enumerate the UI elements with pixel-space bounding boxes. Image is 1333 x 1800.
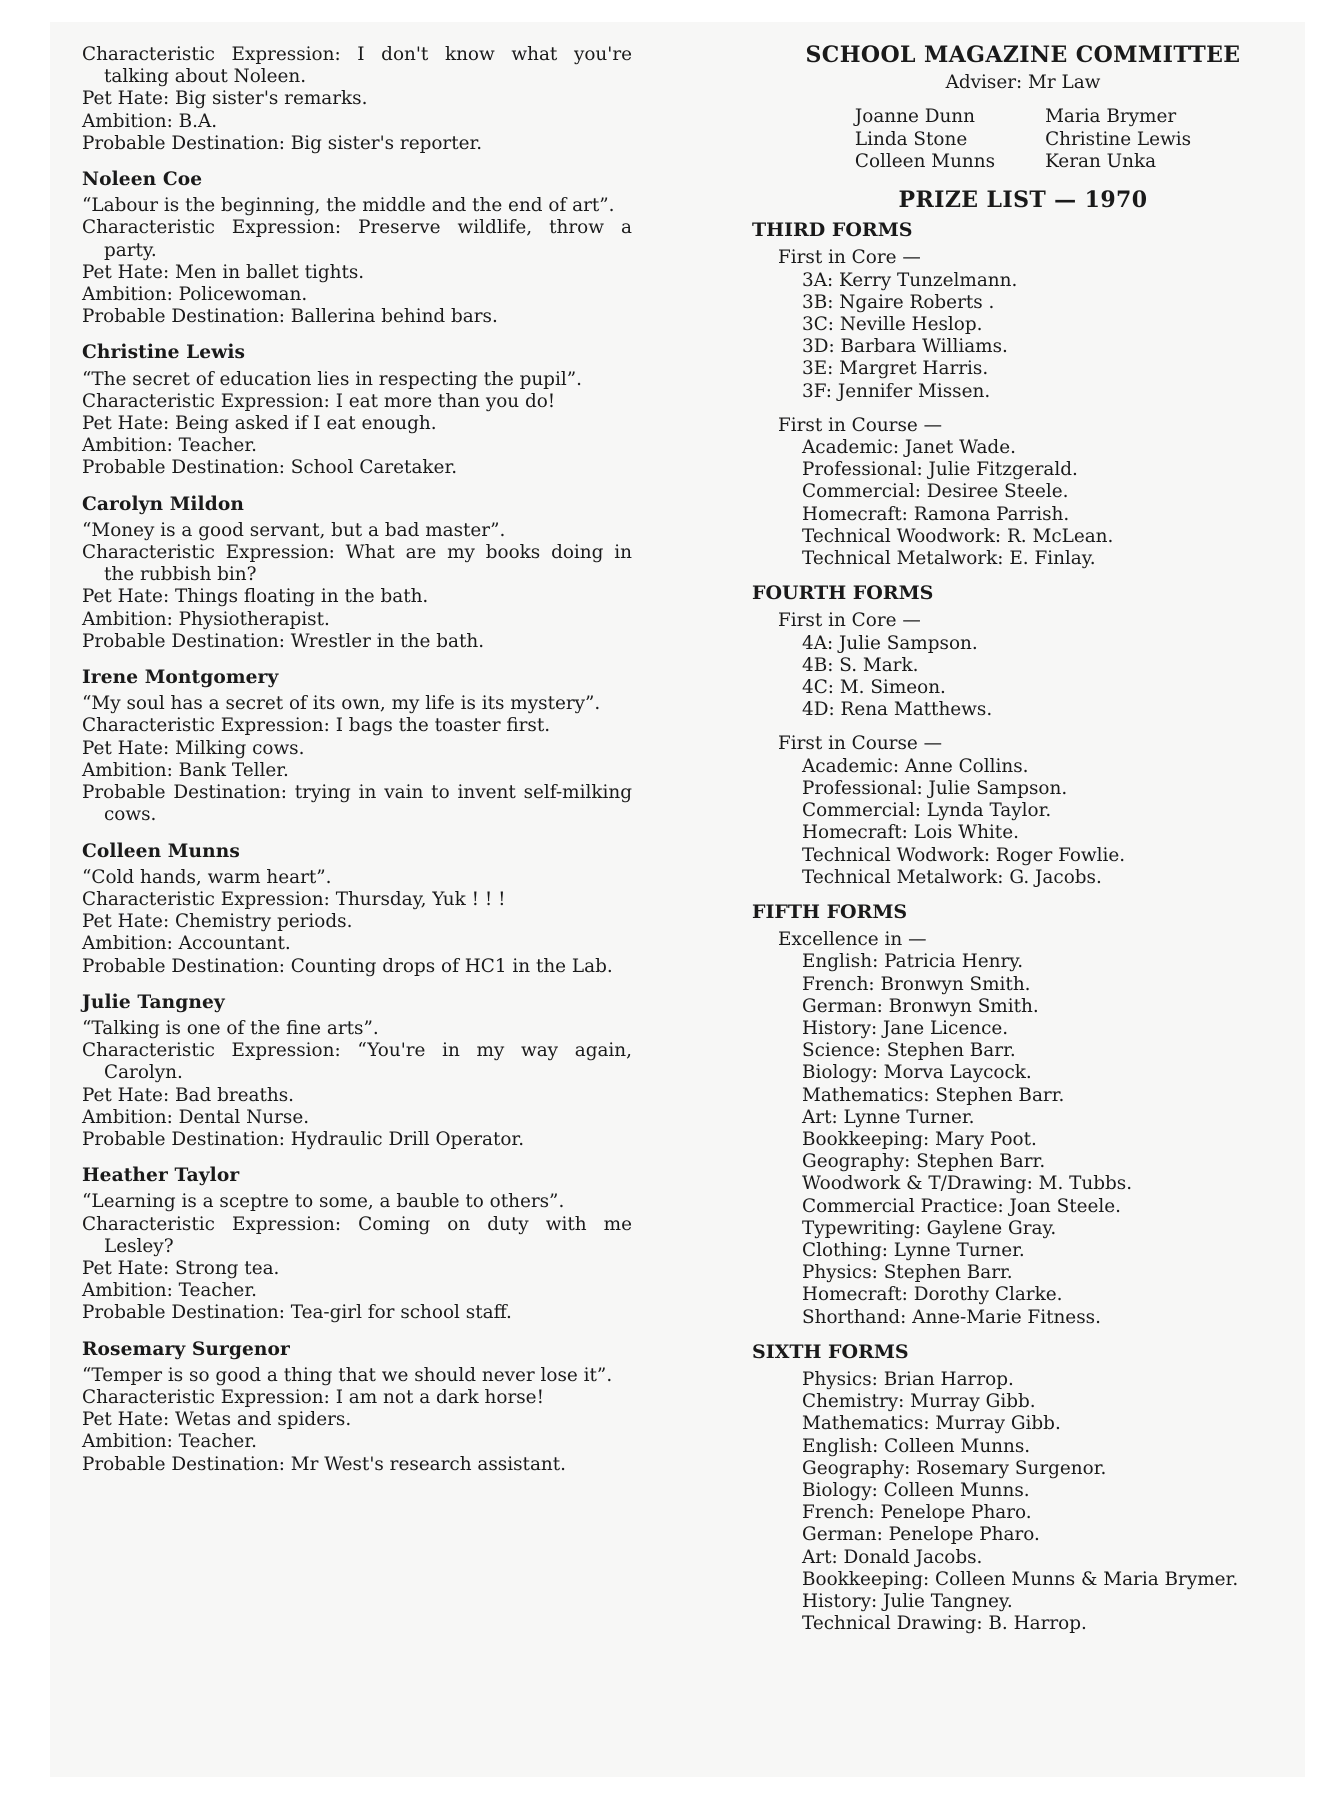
student-entry bbox=[82, 1339, 632, 1476]
excellence-label: Excellence in — bbox=[778, 929, 927, 951]
student-name: Carolyn Mildon bbox=[82, 493, 244, 515]
prize-item: 4C: M. Simeon. bbox=[802, 677, 946, 699]
entry-line: “The secret of education lies in respecting the pupil”. bbox=[82, 368, 582, 390]
student-name: Rosemary Surgenor bbox=[82, 1338, 290, 1360]
prize-item: Homecraft: Dorothy Clarke. bbox=[802, 1284, 1063, 1306]
members-col-2 bbox=[1045, 106, 1191, 173]
prize-item: Commercial Practice: Joan Steele. bbox=[802, 1195, 1121, 1217]
course-label: First in Course — bbox=[778, 414, 943, 436]
student-entry bbox=[82, 169, 632, 328]
prize-item: Biology: Colleen Munns. bbox=[802, 1479, 1030, 1501]
entry-line: Pet Hate: Being asked if I eat enough. bbox=[82, 413, 437, 435]
prize-item: 4B: S. Mark. bbox=[802, 654, 919, 676]
prize-item: Technical Wodwork: Roger Fowlie. bbox=[802, 844, 1126, 866]
prize-item: Mathematics: Murray Gibb. bbox=[802, 1413, 1061, 1435]
prize-item: Bookkeeping: Mary Poot. bbox=[802, 1128, 1037, 1150]
prize-item: Clothing: Lynne Turner. bbox=[802, 1239, 1025, 1261]
entry-line: “My soul has a secret of its own, my life is its mystery”. bbox=[82, 693, 601, 715]
student-entry bbox=[82, 342, 632, 479]
student-name: Irene Montgomery bbox=[82, 667, 279, 689]
entry-line: “Learning is a sceptre to some, a bauble to others”. bbox=[82, 1191, 565, 1213]
prize-item: Science: Stephen Barr. bbox=[802, 1040, 1016, 1062]
prize-list bbox=[758, 1369, 1288, 1635]
entry-line: Pet Hate: Big sister's remarks. bbox=[82, 88, 368, 110]
prize-list bbox=[758, 951, 1288, 1328]
prize-item: 4D: Rena Matthews. bbox=[802, 699, 993, 721]
student-entry bbox=[82, 992, 632, 1151]
student-entry bbox=[82, 841, 632, 978]
members-col-1 bbox=[855, 106, 995, 173]
entry-line: Ambition: Accountant. bbox=[82, 933, 291, 955]
prize-list bbox=[758, 756, 1288, 889]
student-name: Noleen Coe bbox=[82, 169, 203, 191]
entry-line: Probable Destination: Ballerina behind bars. bbox=[82, 306, 498, 328]
entry-line: Characteristic Expression: I don't know what you're talking about Noleen. bbox=[82, 44, 632, 88]
student-name: Julie Tangney bbox=[82, 991, 225, 1013]
entry-line: Probable Destination: Counting drops of HC1 in the Lab. bbox=[82, 955, 613, 977]
entry-line: Pet Hate: Men in ballet tights. bbox=[82, 261, 365, 283]
prize-item: Academic: Janet Wade. bbox=[802, 437, 1016, 459]
prize-item: Homecraft: Ramona Parrish. bbox=[802, 503, 1070, 525]
prize-item: 3F: Jennifer Missen. bbox=[802, 380, 991, 402]
student-name: Heather Taylor bbox=[82, 1165, 240, 1187]
entry-line: Probable Destination: School Caretaker. bbox=[82, 457, 458, 479]
prize-item: German: Bronwyn Smith. bbox=[802, 995, 1039, 1017]
prize-item: Geography: Stephen Barr. bbox=[802, 1151, 1046, 1173]
prize-item: Physics: Brian Harrop. bbox=[802, 1368, 1014, 1390]
prize-item: 3E: Margret Harris. bbox=[802, 358, 989, 380]
prize-item: Technical Metalwork: G. Jacobs. bbox=[802, 866, 1102, 888]
entry-line: Ambition: B.A. bbox=[82, 110, 218, 132]
entry-line: Characteristic Expression: “You're in my way again, Carolyn. bbox=[82, 1040, 632, 1084]
student-entry bbox=[82, 1165, 632, 1324]
prize-item: German: Penelope Pharo. bbox=[802, 1524, 1040, 1546]
prize-item: Professional: Julie Sampson. bbox=[802, 777, 1068, 799]
entry-line: Probable Destination: Mr West's research assistant. bbox=[82, 1453, 566, 1475]
prize-item: English: Patricia Henry. bbox=[802, 951, 1024, 973]
prize-item: History: Jane Licence. bbox=[802, 1017, 1009, 1039]
entry-line: Ambition: Teacher. bbox=[82, 1280, 257, 1302]
prize-list bbox=[758, 270, 1288, 403]
entry-line: Pet Hate: Chemistry periods. bbox=[82, 911, 353, 933]
prize-item: Commercial: Desiree Steele. bbox=[802, 481, 1069, 503]
prize-item: Professional: Julie Fitzgerald. bbox=[802, 459, 1078, 481]
entry-line: Characteristic Expression: Preserve wildlife, throw a party. bbox=[82, 217, 632, 261]
prize-item: Commercial: Lynda Taylor. bbox=[802, 800, 1052, 822]
entry-line: Pet Hate: Things floating in the bath. bbox=[82, 586, 429, 608]
entry-line: Probable Destination: trying in vain to invent self-milking cows. bbox=[82, 782, 632, 826]
prize-item: Mathematics: Stephen Barr. bbox=[802, 1084, 1065, 1106]
member-name: Colleen Munns bbox=[854, 150, 996, 172]
prize-item: 3D: Barbara Williams. bbox=[802, 336, 1008, 358]
entry-line: Characteristic Expression: Thursday, Yuk ! ! ! bbox=[82, 888, 506, 910]
entry-line: Characteristic Expression: Coming on duty with me Lesley? bbox=[82, 1213, 632, 1257]
prize-item: Academic: Anne Collins. bbox=[802, 755, 1029, 777]
member-name: Keran Unka bbox=[1045, 150, 1157, 172]
entry-line: Pet Hate: Milking cows. bbox=[82, 737, 305, 759]
entry-line: Characteristic Expression: I am not a dark horse! bbox=[82, 1386, 544, 1408]
prize-list-title: PRIZE LIST — 1970 bbox=[898, 187, 1148, 214]
entry-line: Probable Destination: Hydraulic Drill Operator. bbox=[82, 1128, 525, 1150]
entry-line: Ambition: Bank Teller. bbox=[82, 759, 289, 781]
entry-line: “Money is a good servant, but a bad master”. bbox=[82, 519, 506, 541]
prize-list bbox=[758, 633, 1288, 722]
entry-line: “Labour is the beginning, the middle and the end of art”. bbox=[82, 195, 615, 217]
prize-item: Art: Donald Jacobs. bbox=[802, 1546, 983, 1568]
committee-title: SCHOOL MAGAZINE COMMITTEE bbox=[805, 42, 1241, 68]
member-name: Joanne Dunn bbox=[854, 106, 975, 128]
fourth-forms-title: FOURTH FORMS bbox=[752, 582, 934, 605]
sixth-forms-title: SIXTH FORMS bbox=[752, 1340, 909, 1363]
fifth-forms-title: FIFTH FORMS bbox=[752, 900, 908, 923]
entry-line: Pet Hate: Wetas and spiders. bbox=[82, 1409, 352, 1431]
student-entry bbox=[82, 494, 632, 653]
left-column bbox=[82, 44, 632, 1490]
entry-line: Probable Destination: Tea-girl for school staff. bbox=[82, 1302, 512, 1324]
entry-fragment bbox=[82, 44, 632, 155]
student-name: Christine Lewis bbox=[82, 342, 246, 364]
entry-line: Ambition: Physiotherapist. bbox=[82, 608, 330, 630]
entry-line: Probable Destination: Big sister's reporter. bbox=[82, 132, 483, 154]
prize-item: Bookkeeping: Colleen Munns & Maria Brymer. bbox=[802, 1568, 1239, 1590]
entry-line: “Talking is one of the fine arts”. bbox=[82, 1017, 379, 1039]
core-label: First in Core — bbox=[778, 247, 921, 269]
member-name: Christine Lewis bbox=[1045, 128, 1192, 150]
prize-item: Typewriting: Gaylene Gray. bbox=[802, 1217, 1057, 1239]
right-column bbox=[752, 42, 1288, 1647]
prize-item: Technical Metalwork: E. Finlay. bbox=[802, 548, 1096, 570]
prize-item: French: Penelope Pharo. bbox=[802, 1502, 1032, 1524]
prize-item: Technical Woodwork: R. McLean. bbox=[802, 525, 1114, 547]
student-name: Colleen Munns bbox=[82, 840, 240, 862]
prize-item: Shorthand: Anne-Marie Fitness. bbox=[802, 1306, 1101, 1328]
entry-line: Ambition: Teacher. bbox=[82, 435, 257, 457]
entry-line: Ambition: Policewoman. bbox=[82, 284, 308, 306]
prize-item: 3B: Ngaire Roberts . bbox=[802, 291, 995, 313]
prize-item: 4A: Julie Sampson. bbox=[802, 632, 978, 654]
course-label: First in Course — bbox=[778, 733, 943, 755]
committee-adviser: Adviser: Mr Law bbox=[945, 72, 1101, 94]
core-label: First in Core — bbox=[778, 610, 921, 632]
entry-line: “Cold hands, warm heart”. bbox=[82, 866, 332, 888]
prize-item: 3A: Kerry Tunzelmann. bbox=[802, 269, 1018, 291]
prize-item: English: Colleen Munns. bbox=[802, 1435, 1031, 1457]
prize-item: Geography: Rosemary Surgenor. bbox=[802, 1457, 1107, 1479]
committee-members bbox=[758, 106, 1288, 173]
prize-item: French: Bronwyn Smith. bbox=[802, 973, 1031, 995]
prize-item: Art: Lynne Turner. bbox=[802, 1106, 975, 1128]
entry-line: “Temper is so good a thing that we should never lose it”. bbox=[82, 1364, 613, 1386]
entry-line: Ambition: Teacher. bbox=[82, 1431, 257, 1453]
student-entries bbox=[82, 169, 632, 1476]
prize-item: Homecraft: Lois White. bbox=[802, 822, 1019, 844]
entry-line: Pet Hate: Bad breaths. bbox=[82, 1084, 295, 1106]
entry-line: Characteristic Expression: I eat more than you do! bbox=[82, 390, 556, 412]
entry-line: Characteristic Expression: What are my books doing in the rubbish bin? bbox=[82, 542, 632, 586]
prize-item: Biology: Morva Laycock. bbox=[802, 1062, 1032, 1084]
prize-item: Physics: Stephen Barr. bbox=[802, 1262, 1013, 1284]
entry-line: Ambition: Dental Nurse. bbox=[82, 1106, 310, 1128]
prize-item: Chemistry: Murray Gibb. bbox=[802, 1391, 1036, 1413]
entry-line: Pet Hate: Strong tea. bbox=[82, 1257, 280, 1279]
member-name: Maria Brymer bbox=[1045, 106, 1177, 128]
member-name: Linda Stone bbox=[854, 128, 968, 150]
prize-item: Technical Drawing: B. Harrop. bbox=[802, 1613, 1087, 1635]
prize-item: Woodwork & T/Drawing: M. Tubbs. bbox=[802, 1173, 1133, 1195]
student-entry bbox=[82, 667, 632, 826]
prize-list bbox=[758, 437, 1288, 570]
third-forms-title: THIRD FORMS bbox=[752, 219, 913, 242]
prize-item: History: Julie Tangney. bbox=[802, 1591, 1013, 1612]
entry-line: Characteristic Expression: I bags the toaster first. bbox=[82, 715, 551, 737]
entry-line: Probable Destination: Wrestler in the bath. bbox=[82, 630, 485, 652]
prize-item: 3C: Neville Heslop. bbox=[802, 314, 983, 336]
